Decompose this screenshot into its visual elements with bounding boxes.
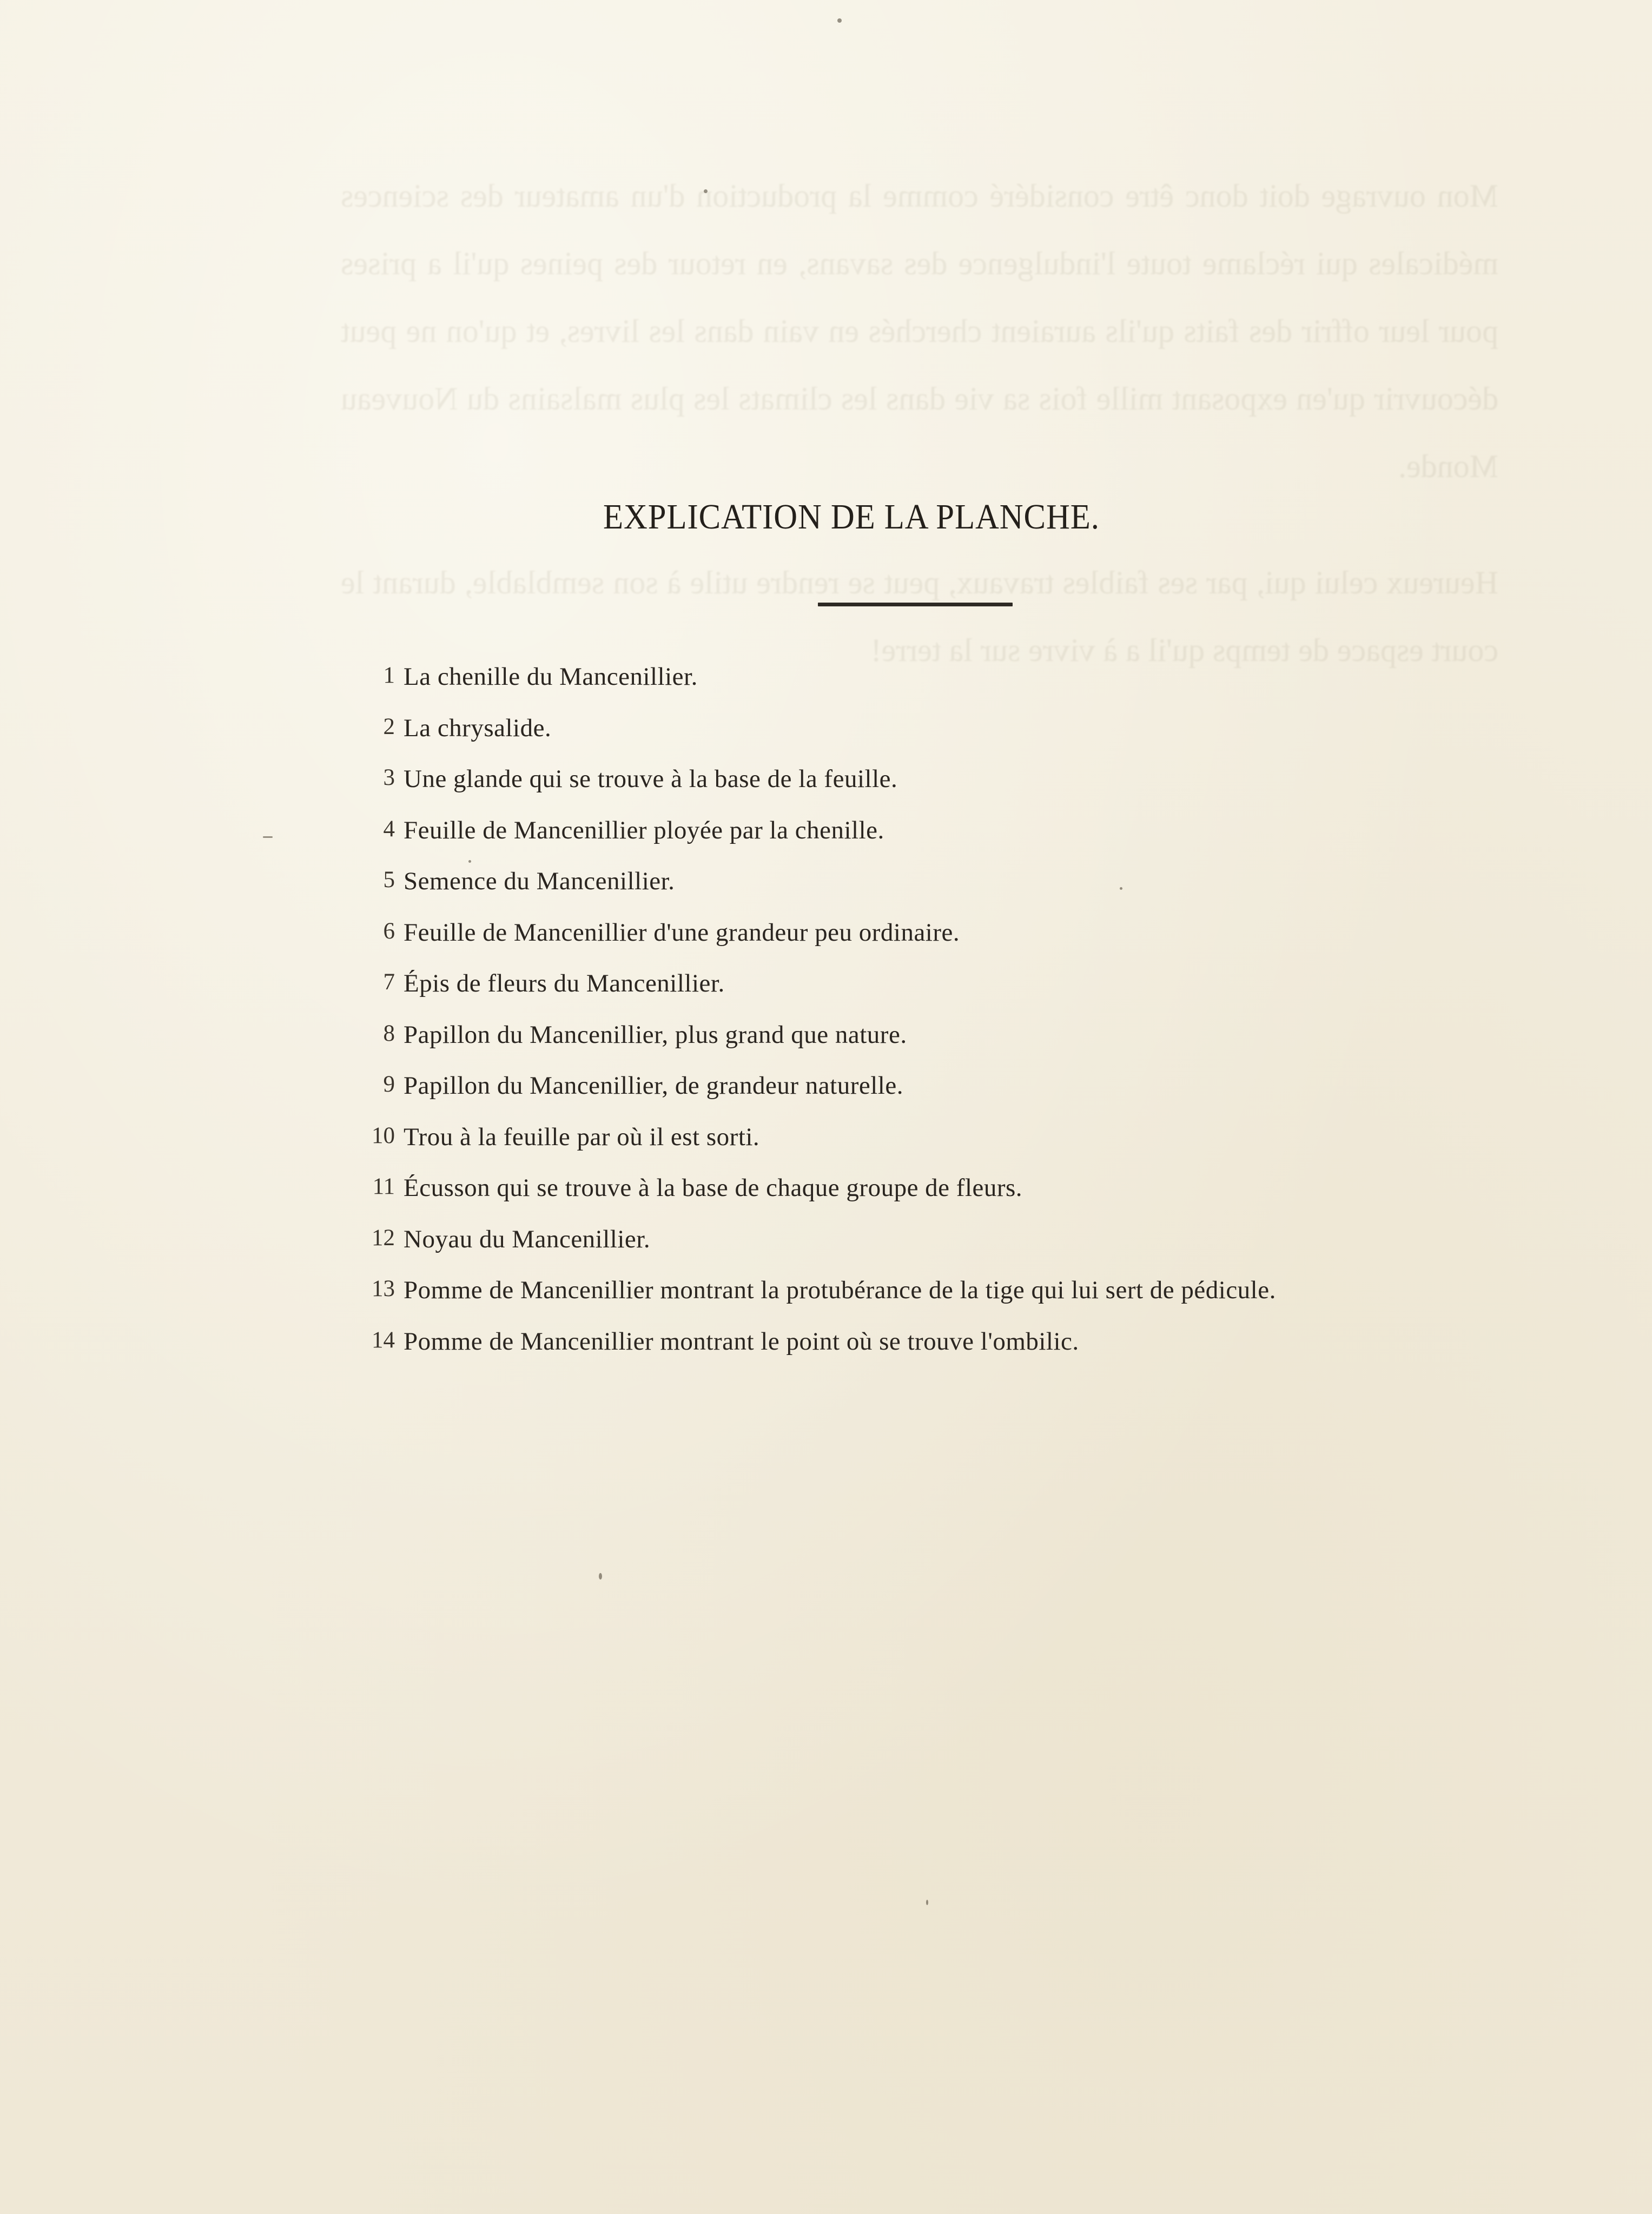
paper-speck [468,860,471,863]
item-number: 1 [383,663,395,688]
paper-speck [263,836,273,838]
item-text: Une glande qui se trouve à la base de la feuille. [404,765,898,793]
item-text: Semence du Mancenillier. [404,867,675,895]
paper-speck [837,18,842,23]
item-text: Papillon du Mancenillier, de grandeur naturelle. [404,1072,903,1100]
item-number: 12 [372,1225,395,1251]
paper-speck [1120,887,1122,890]
item-text: La chrysalide. [404,713,552,742]
item-number: 4 [383,816,395,842]
page-title: EXPLICATION DE LA PLANCHE. [603,497,1100,537]
item-text: Écusson qui se trouve à la base de chaque groupe de fleurs. [404,1174,1023,1202]
title-divider [818,603,1013,606]
item-text: Trou à la feuille par où il est sorti. [404,1122,760,1151]
item-number: 5 [383,867,395,893]
item-text: Épis de fleurs du Mancenillier. [404,969,725,997]
item-number: 13 [372,1276,395,1301]
paper-speck [704,189,708,193]
bleed-through-texture: Mon ouvrage doit donc être considéré comme la production d'un amateur des sciences médicales qui réclame toute l'indulgence des savans, en retour des peines qu'il a prises pour leur offrir des faits qu'ils auraient cherchés en vain dans les livres, et qu'on ne peut découvrir qu'en exposant mille fois sa vie dans les climats les plus malsains du Nouveau Monde. Heureux celui qui, par ses faibles travaux, peut se rendre utile à son semblable, durant le court espace de temps qu'il a à vivre sur la terre! [341,178,1498,668]
item-text: Feuille de Mancenillier ployée par la chenille. [404,816,884,844]
item-number: 8 [383,1020,395,1046]
item-number: 14 [372,1327,395,1353]
item-number: 2 [383,713,395,739]
item-text: Papillon du Mancenillier, plus grand que nature. [404,1020,907,1049]
item-text: Noyau du Mancenillier. [404,1225,651,1253]
item-text: La chenille du Mancenillier. [404,663,698,691]
item-number: 3 [383,765,395,790]
paper-speck [926,1900,928,1905]
item-text: Feuille de Mancenillier d'une grandeur peu ordinaire. [404,918,960,947]
item-number: 11 [372,1174,395,1199]
item-number: 6 [383,918,395,944]
item-number: 10 [372,1122,395,1148]
paper-speck [599,1573,602,1579]
item-number: 7 [383,969,395,995]
item-text: Pomme de Mancenillier montrant le point où se trouve l'ombilic. [404,1327,1079,1356]
item-number: 9 [383,1072,395,1097]
item-text: Pomme de Mancenillier montrant la protubérance de la tige qui lui sert de pédicule. [404,1276,1276,1304]
